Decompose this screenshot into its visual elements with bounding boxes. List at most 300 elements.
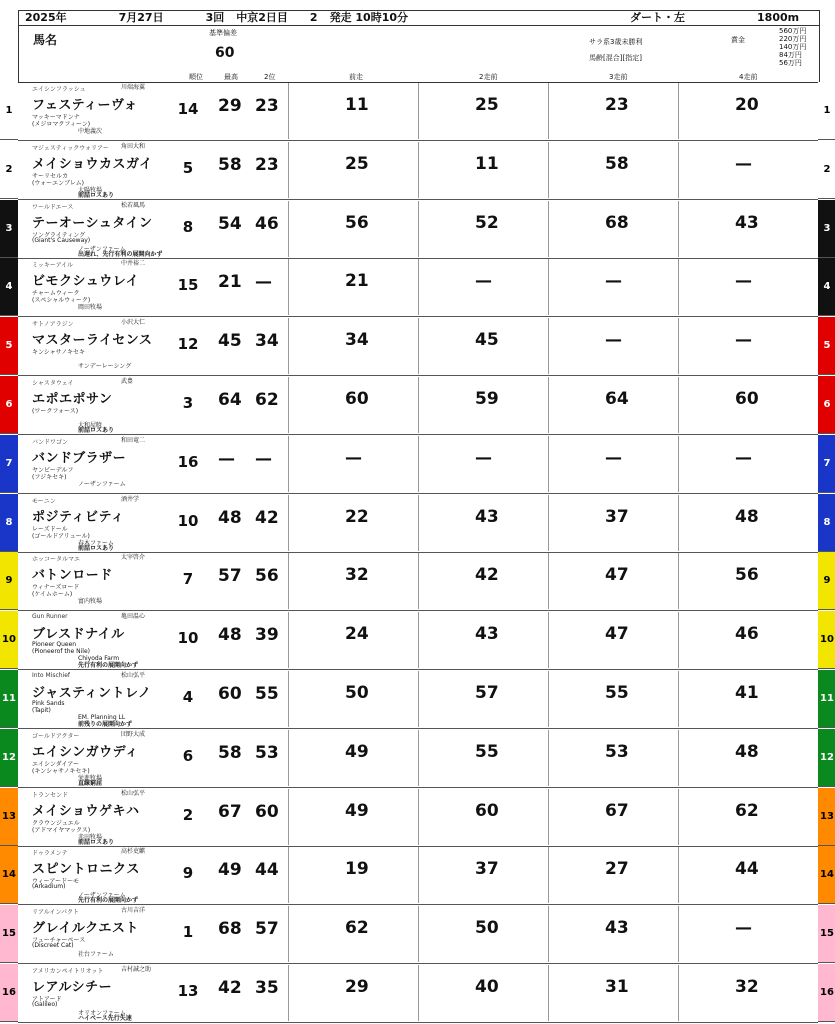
best-score: 49: [218, 860, 242, 881]
past-race-score: 60: [345, 389, 369, 409]
past-race-1: [288, 142, 419, 198]
breeder-name: 社台ファーム: [78, 951, 114, 959]
breeder-name: ノーザンファーム: [78, 892, 126, 900]
best-score: 67: [218, 801, 242, 822]
jockey-name: 高杉吏麒: [121, 848, 146, 856]
past-race-score: —: [735, 153, 752, 174]
past-race-4: [678, 142, 809, 198]
best-score: 60: [218, 684, 242, 704]
sire-name: モーニン: [32, 497, 56, 505]
breeder-name: 岡田牧場: [78, 304, 103, 312]
col-prev4: 4走前: [739, 73, 758, 81]
horse-number-r: 1: [818, 82, 835, 140]
past-race-2: [418, 495, 549, 551]
horse-name[interactable]: バンドブラザー: [32, 450, 127, 466]
breeder-name: EM. Planning LL: [78, 714, 126, 721]
past-race-2: [418, 906, 549, 962]
jockey-name: 和田竜二: [121, 436, 146, 444]
breeder-name: 大和屋暁: [78, 422, 103, 429]
past-race-1: [288, 495, 419, 551]
sire-name: ワールドエース: [32, 203, 74, 211]
dam-name: フューチャーペース: [32, 937, 86, 945]
jockey-name: 古川吉洋: [121, 907, 146, 915]
dam-name: サーリセルカ: [32, 172, 68, 180]
horse-number-l: 5: [0, 317, 18, 375]
horse-row[interactable]: [18, 376, 818, 435]
past-race-score: 29: [345, 977, 369, 997]
horse-number-r: 16: [818, 964, 835, 1022]
dam-name: アトアード: [32, 996, 62, 1003]
past-race-4: [678, 83, 809, 139]
rank-value: 7: [182, 570, 194, 589]
horse-row[interactable]: [18, 905, 818, 964]
past-race-score: 56: [345, 212, 369, 233]
past-race-score: —: [735, 271, 752, 292]
past-race-2: [418, 965, 549, 1021]
damsire-name: (Arkadium): [32, 883, 66, 891]
horse-name[interactable]: メイショウゲキハ: [32, 803, 140, 819]
base-deviation-value: 60: [215, 45, 235, 61]
past-race-1: [288, 612, 419, 668]
breeder-name: 赤田牧場: [78, 833, 103, 841]
horse-number-l: 13: [0, 788, 18, 846]
past-race-score: 43: [735, 212, 759, 233]
past-race-score: 31: [605, 977, 629, 997]
dam-name: ヤンビーデルフ: [32, 466, 74, 474]
past-race-score: 42: [475, 565, 499, 586]
sire-name: Gun Runner: [32, 613, 68, 621]
past-race-2: [418, 847, 549, 903]
race-comment: 前詰ロスあり: [78, 838, 115, 846]
past-race-score: 62: [345, 918, 369, 939]
past-race-3: [548, 553, 679, 609]
past-race-score: 23: [605, 95, 629, 115]
past-race-score: 67: [605, 800, 629, 821]
past-race-score: 40: [475, 977, 499, 997]
horse-row[interactable]: [18, 494, 818, 553]
damsire-name: (メジロマクフィーン): [32, 121, 91, 128]
past-race-score: 44: [735, 859, 759, 880]
race-comment: 直線窮屈: [78, 779, 103, 787]
jockey-name: 酒井学: [121, 495, 140, 503]
breeder-name: サンデーレーシング: [78, 363, 132, 371]
horse-name[interactable]: ブレスドナイル: [32, 627, 125, 643]
dam-name: (ワークフォース): [32, 408, 79, 415]
dam-name: キンシャサノキセキ: [32, 349, 86, 357]
past-race-4: [678, 847, 809, 903]
horse-number-l: 4: [0, 258, 18, 316]
horse-row[interactable]: [18, 788, 818, 847]
past-race-score: 27: [605, 859, 629, 880]
dam-name: マッキーマドンナ: [32, 114, 80, 121]
prize-2: 220万円: [779, 35, 807, 43]
past-race-score: —: [605, 330, 622, 351]
race-post-time: 発走 10時10分: [329, 11, 409, 24]
race-info-bar: [18, 10, 820, 26]
best-score: 68: [218, 919, 242, 940]
breeder-name: ノーザンファーム: [78, 480, 126, 488]
past-race-2: [418, 612, 549, 668]
race-date: 7月27日: [118, 11, 164, 24]
sire-name: Into Mischief: [32, 672, 71, 679]
race-comment: 前詰ロスあり: [78, 544, 115, 552]
sire-name: ミッキーアイル: [32, 262, 74, 270]
race-condition: 馬齢[混合][指定]: [589, 54, 642, 62]
past-race-4: [678, 436, 809, 492]
past-race-3: [548, 965, 679, 1021]
dam-name: クラウンジュエル: [32, 819, 80, 827]
col-rank: 順位: [189, 73, 203, 81]
past-race-4: [678, 201, 809, 257]
past-race-4: [678, 318, 809, 374]
second-score: 53: [255, 742, 279, 763]
past-race-1: [288, 671, 419, 727]
horse-name[interactable]: グレイルクエスト: [32, 921, 139, 937]
race-class: サラ系3歳未勝利: [589, 38, 643, 46]
horse-row[interactable]: [18, 964, 818, 1023]
second-score: 57: [255, 919, 279, 940]
rank-value: 10: [177, 511, 199, 530]
second-score: 35: [255, 978, 279, 998]
damsire-name: (ウォーエンブレム): [32, 179, 84, 187]
rank-value: 9: [182, 864, 194, 883]
horse-name[interactable]: テーオーシュタイン: [32, 215, 153, 231]
col-best: 最高: [224, 73, 238, 81]
past-race-score: 37: [475, 859, 499, 880]
past-race-score: 53: [605, 741, 629, 762]
past-race-1: [288, 789, 419, 845]
past-race-score: 55: [475, 741, 499, 762]
past-race-score: 58: [605, 153, 629, 174]
prize-label: 賞金: [731, 36, 745, 44]
best-score: 48: [218, 507, 242, 528]
horse-name[interactable]: エイシンガウディ: [32, 744, 139, 760]
second-score: 23: [255, 96, 279, 116]
past-race-2: [418, 436, 549, 492]
horse-number-l: 12: [0, 729, 18, 787]
past-race-1: [288, 965, 419, 1021]
breeder-name: 太陽牧場: [78, 186, 103, 194]
best-score: 48: [218, 625, 242, 646]
past-race-3: [548, 847, 679, 903]
past-race-1: [288, 201, 419, 257]
past-race-score: 60: [475, 800, 499, 821]
race-year: 2025年: [25, 11, 67, 24]
horse-name[interactable]: ジャスティントレノ: [32, 686, 152, 701]
second-score: 44: [255, 860, 279, 881]
past-race-2: [418, 789, 549, 845]
horse-number-l: 2: [0, 141, 18, 199]
jockey-name: 中井裕二: [121, 260, 146, 268]
jockey-name: 松山弘平: [121, 789, 146, 797]
breeder-name: Chiyoda Farm: [78, 655, 120, 663]
second-score: 56: [255, 566, 279, 587]
damsire-name: (ケイムホーム): [32, 591, 73, 599]
horse-row[interactable]: [18, 552, 818, 611]
past-race-4: [678, 906, 809, 962]
best-score: 58: [218, 742, 242, 763]
past-race-2: [418, 553, 549, 609]
race-number: 2: [309, 11, 318, 24]
damsire-name: (Giant's Causeway): [32, 236, 91, 244]
past-race-score: 68: [605, 212, 629, 233]
past-race-4: [678, 789, 809, 845]
prize-3: 140万円: [779, 43, 807, 51]
past-race-2: [418, 377, 549, 433]
horse-number-r: 13: [818, 788, 835, 846]
horse-number-r: 7: [818, 435, 835, 493]
best-score: 21: [218, 272, 242, 293]
horse-name[interactable]: メイショウカスガイ: [32, 156, 153, 172]
second-score: 62: [255, 390, 279, 410]
sire-name: サトノアラジン: [32, 321, 74, 329]
past-race-4: [678, 671, 809, 727]
breeder-name: 栄進牧場: [78, 774, 103, 782]
horse-row[interactable]: [18, 670, 818, 729]
past-race-4: [678, 553, 809, 609]
horse-row[interactable]: [18, 846, 818, 905]
horse-name-header: 馬名: [33, 33, 58, 47]
horse-number-l: 11: [0, 670, 18, 728]
best-score: —: [218, 448, 235, 469]
horse-number-r: 6: [818, 376, 835, 434]
breeder-name: オリオンファーム: [78, 1010, 126, 1017]
sire-name: エイシンフラッシュ: [32, 86, 86, 93]
horse-number-l: 15: [0, 905, 18, 963]
jockey-name: 小沢大仁: [121, 319, 146, 327]
prize-4: 84万円: [779, 51, 802, 59]
sire-name: マジェスティックウォリアー: [32, 144, 109, 152]
horse-row[interactable]: [18, 729, 818, 788]
best-score: 45: [218, 331, 242, 352]
best-score: 58: [218, 154, 242, 175]
damsire-name: (スペシャルウィーク): [32, 297, 91, 305]
past-race-score: 59: [475, 389, 499, 409]
horse-number-l: 8: [0, 494, 18, 552]
past-race-4: [678, 965, 809, 1021]
past-race-score: 62: [735, 800, 759, 821]
rank-value: 4: [182, 688, 194, 706]
past-race-score: —: [735, 918, 752, 939]
past-race-score: 11: [475, 153, 499, 174]
past-race-score: 47: [605, 624, 629, 645]
base-deviation-label: 基準偏差: [209, 29, 237, 37]
horse-name[interactable]: ビモクシュウレイ: [32, 274, 140, 290]
past-race-3: [548, 671, 679, 727]
breeder-name: 富内牧場: [78, 598, 103, 606]
past-race-3: [548, 259, 679, 315]
damsire-name: (Discreet Cat): [32, 942, 74, 950]
past-race-score: 56: [735, 565, 759, 586]
damsire-name: (Pioneerof the Nile): [32, 648, 90, 656]
horse-number-l: 7: [0, 435, 18, 493]
sire-name: ゴールドアクター: [32, 732, 80, 740]
horse-row[interactable]: [18, 317, 818, 376]
past-race-score: —: [345, 447, 362, 468]
past-race-score: 57: [475, 683, 499, 703]
horse-number-l: 10: [0, 611, 18, 669]
past-race-score: 43: [605, 918, 629, 939]
past-race-score: 34: [345, 330, 369, 351]
sire-name: ホッコータルマエ: [32, 556, 81, 564]
past-race-score: 46: [735, 624, 759, 645]
race-surface: ダート・左: [630, 11, 686, 24]
horse-name[interactable]: フェスティーヴォ: [32, 98, 138, 113]
past-race-2: [418, 259, 549, 315]
race-comment: 先行有利の展開向かず: [78, 897, 139, 905]
horse-row[interactable]: [18, 258, 818, 317]
second-score: 42: [255, 507, 279, 528]
sire-name: バンドワゴン: [32, 438, 69, 446]
jockey-name: 武豊: [121, 378, 134, 385]
horse-name[interactable]: レアルシチー: [32, 980, 113, 995]
past-race-score: 41: [735, 683, 759, 703]
horse-number-l: 1: [0, 82, 18, 140]
past-race-score: 47: [605, 565, 629, 586]
horse-number-r: 2: [818, 141, 835, 199]
sire-name: ドゥラメンテ: [32, 850, 68, 858]
rank-value: 5: [182, 158, 194, 177]
second-score: 23: [255, 154, 279, 175]
second-score: 34: [255, 331, 279, 352]
sire-name: アメリカンペイトリオット: [32, 968, 104, 975]
past-race-score: —: [475, 271, 492, 292]
horse-row[interactable]: [18, 82, 818, 141]
horse-row[interactable]: [18, 611, 818, 670]
sire-name: リアルインパクト: [32, 909, 80, 917]
rank-value: 3: [182, 394, 194, 412]
horse-number-r: 10: [818, 611, 835, 669]
best-score: 42: [218, 978, 242, 998]
jockey-name: 松山弘平: [121, 672, 146, 679]
dam-name: ウィーアードーモ: [32, 878, 80, 886]
rank-value: 13: [177, 982, 199, 1000]
past-race-score: 11: [345, 95, 369, 115]
horse-name[interactable]: スピントロニクス: [32, 862, 140, 878]
horse-number-l: 9: [0, 552, 18, 610]
horse-name[interactable]: バトンロード: [32, 568, 113, 584]
horse-name[interactable]: ポジティビティ: [32, 509, 125, 525]
past-race-score: 60: [735, 389, 759, 409]
damsire-name: (フジキセキ): [32, 473, 67, 481]
past-race-4: [678, 495, 809, 551]
horse-name[interactable]: マスターライセンス: [32, 333, 153, 349]
col-prev1: 前走: [349, 73, 363, 81]
past-race-1: [288, 318, 419, 374]
rank-value: 6: [182, 746, 194, 765]
second-score: 60: [255, 801, 279, 822]
race-distance: 1800m: [757, 11, 800, 24]
past-race-1: [288, 730, 419, 786]
horse-number-r: 3: [818, 200, 835, 258]
rank-value: 14: [177, 100, 199, 118]
damsire-name: (キンシャサノキセキ): [32, 767, 90, 775]
rank-value: 1: [182, 923, 194, 942]
past-race-score: 25: [475, 95, 499, 115]
race-comment: 前詰ロスあり: [78, 191, 115, 199]
past-race-score: —: [605, 271, 622, 292]
past-race-score: 45: [475, 330, 499, 351]
past-race-2: [418, 671, 549, 727]
jockey-name: 太宰啓介: [121, 554, 146, 562]
past-race-3: [548, 789, 679, 845]
past-race-score: 55: [605, 683, 629, 703]
horse-number-l: 3: [0, 200, 18, 258]
past-race-2: [418, 83, 549, 139]
past-race-3: [548, 201, 679, 257]
dam-name: ウィナーズロード: [32, 584, 80, 592]
race-comment: 出遅れ、先行有利の展開向かず: [78, 250, 163, 258]
best-score: 57: [218, 566, 242, 587]
col-prev2: 2走前: [479, 73, 498, 81]
breeder-name: 春木ファーム: [78, 539, 114, 547]
past-race-score: 32: [345, 565, 369, 586]
past-race-score: —: [735, 447, 752, 468]
dam-name: エイシンダイアー: [32, 760, 80, 768]
horse-number-r: 14: [818, 846, 835, 904]
past-race-score: 24: [345, 624, 369, 645]
past-race-3: [548, 906, 679, 962]
past-race-3: [548, 377, 679, 433]
horse-number-r: 8: [818, 494, 835, 552]
dam-name: レーズドール: [32, 525, 68, 533]
sire-name: トランセンド: [32, 791, 69, 799]
dam-name: チャームウィーク: [32, 290, 80, 298]
past-race-score: 52: [475, 212, 499, 233]
past-race-score: 50: [345, 683, 369, 703]
past-race-score: 19: [345, 859, 369, 880]
prize-1: 560万円: [779, 27, 807, 35]
breeder-name: ノーザンファーム: [78, 245, 126, 253]
past-race-3: [548, 730, 679, 786]
damsire-name: (Galileo): [32, 1001, 58, 1008]
race-meet: 中京2日目: [236, 11, 288, 24]
second-score: —: [255, 448, 272, 469]
race-comment: 前詰ロスあり: [78, 427, 115, 434]
horse-row[interactable]: [18, 141, 818, 200]
past-race-score: 25: [345, 153, 369, 174]
horse-number-r: 15: [818, 905, 835, 963]
past-race-score: —: [605, 447, 622, 468]
table-header: [18, 25, 820, 83]
past-race-2: [418, 730, 549, 786]
past-race-3: [548, 495, 679, 551]
horse-row[interactable]: [18, 435, 818, 494]
past-race-3: [548, 142, 679, 198]
prize-5: 56万円: [779, 59, 802, 67]
race-kai: 3回: [205, 11, 225, 24]
past-race-score: 50: [475, 918, 499, 939]
rank-value: 12: [177, 335, 199, 354]
horse-number-r: 5: [818, 317, 835, 375]
past-race-2: [418, 201, 549, 257]
horse-name[interactable]: エポエポサン: [32, 392, 113, 407]
horse-number-l: 16: [0, 964, 18, 1022]
past-race-1: [288, 436, 419, 492]
col-prev3: 3走前: [609, 73, 628, 81]
horse-row[interactable]: [18, 200, 818, 259]
past-race-score: 43: [475, 506, 499, 527]
sire-name: シャスタウェイ: [32, 380, 74, 387]
breeder-name: 中地義次: [78, 128, 103, 135]
past-race-3: [548, 612, 679, 668]
past-race-score: 20: [735, 95, 759, 115]
horse-number-r: 11: [818, 670, 835, 728]
jockey-name: 吉村誠之助: [121, 966, 152, 973]
race-comment: 先行有利の展開向かず: [78, 662, 139, 670]
past-race-4: [678, 377, 809, 433]
past-race-1: [288, 847, 419, 903]
